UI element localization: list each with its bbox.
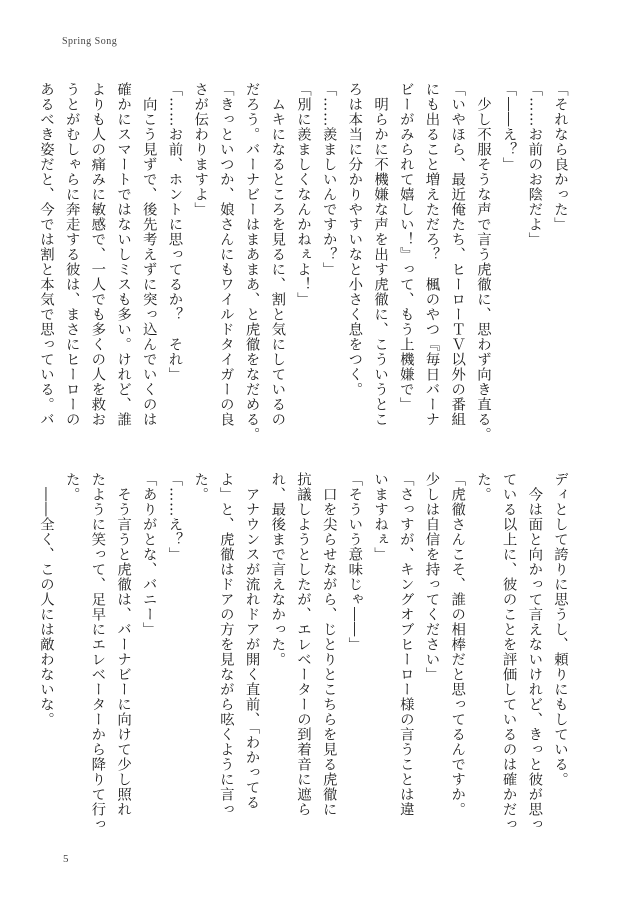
text-line: 「別に羨ましくなんかねぇよ！」 xyxy=(294,82,311,307)
text-line: 「……羨ましいんですか？」 xyxy=(320,82,337,277)
upper-text-block xyxy=(37,82,572,442)
text-line: 「……え？」 xyxy=(166,472,183,562)
text-line: 「さっすが、キングオブヒーロー様の言うことは違 xyxy=(397,472,414,817)
text-line: 「――え？」 xyxy=(500,82,517,172)
text-line: れ、最後まで言えなかった。 xyxy=(269,472,286,667)
text-line: た。 xyxy=(474,472,491,502)
text-line: 口を尖らせながら、じとりとこちらを見る虎徹に xyxy=(320,472,337,817)
text-line: たように笑って、足早にエレベーターから降りて行っ xyxy=(89,472,106,832)
text-line: いますねぇ」 xyxy=(372,472,389,562)
text-line: た。 xyxy=(63,472,80,502)
text-line: さが伝わりますよ」 xyxy=(192,82,209,217)
text-line: 向こう見ずで、後先考えずに突っ込んでいくのは xyxy=(140,82,157,427)
text-line: 少しは自信を持ってください」 xyxy=(423,472,440,682)
text-line: そう言うと虎徹は、バーナビーに向けて少し照れ xyxy=(115,472,132,817)
text-line: ――全く、この人には敵わないな。 xyxy=(37,472,54,727)
text-line: にも出ること増えただろ？ 楓のやつ『毎日バーナ xyxy=(423,82,440,427)
text-line: よ」と、虎徹はドアの方を見ながら呟くように言っ xyxy=(217,472,234,817)
lower-text-block xyxy=(37,472,572,832)
page-number: 5 xyxy=(63,853,69,865)
text-line: た。 xyxy=(192,472,209,502)
text-line: 「きっといつか、娘さんにもワイルドタイガーの良 xyxy=(217,82,234,427)
text-line: あるべき姿だと、今では割と本気で思っている。バ xyxy=(37,82,54,427)
text-line: 「虎徹さんこそ、誰の相棒だと思ってるんですか。 xyxy=(449,472,466,817)
text-line: 抗議しようとしたが、エレベーターの到着音に遮ら xyxy=(294,472,311,817)
text-line: だろう。バーナビーはまあまあ、と虎徹をなだめる。 xyxy=(243,82,260,442)
text-line: 少し不服そうな声で言う虎徹に、思わず向き直る。 xyxy=(474,82,491,442)
running-header: Spring Song xyxy=(62,36,118,47)
text-line: 確かにスマートではないしミスも多い。けれど、誰 xyxy=(115,82,132,427)
text-line: 「……お前、ホントに思ってるか？ それ」 xyxy=(166,82,183,382)
text-line: 今は面と向かって言えないけれど、きっと彼が思っ xyxy=(526,472,543,832)
text-line: 「そういう意味じゃ――」 xyxy=(346,472,363,652)
text-line: うとがむしゃらに奔走する彼は、まさにヒーローの xyxy=(63,82,80,427)
text-line: ディとして誇りに思うし、頼りにもしている。 xyxy=(552,472,568,787)
text-line: 「……お前のお陰だよ」 xyxy=(526,82,543,247)
text-line: アナウンスが流れドアが開く直前、「わかってる xyxy=(243,472,260,810)
text-line: 「ありがとな、バニー」 xyxy=(140,472,157,637)
text-line: よりも人の痛みに敏感で、一人でも多くの人を救お xyxy=(89,82,106,427)
text-line: 「それなら良かった」 xyxy=(552,82,568,232)
text-line: ビーがみられて嬉しい！』って、もう上機嫌で」 xyxy=(397,82,414,412)
text-line: ムキになるところを見るに、割と気にしているの xyxy=(269,82,286,427)
text-line: ている以上に、彼のことを評価しているのは確かだっ xyxy=(500,472,517,832)
text-line: ろは本当に分かりやすいなと小さく息をつく。 xyxy=(346,82,363,397)
text-line: 明らかに不機嫌な声を出す虎徹に、こういうとこ xyxy=(372,82,389,427)
text-line: 「いやほら、最近俺たち、ヒーローＴＶ以外の番組 xyxy=(449,82,466,427)
